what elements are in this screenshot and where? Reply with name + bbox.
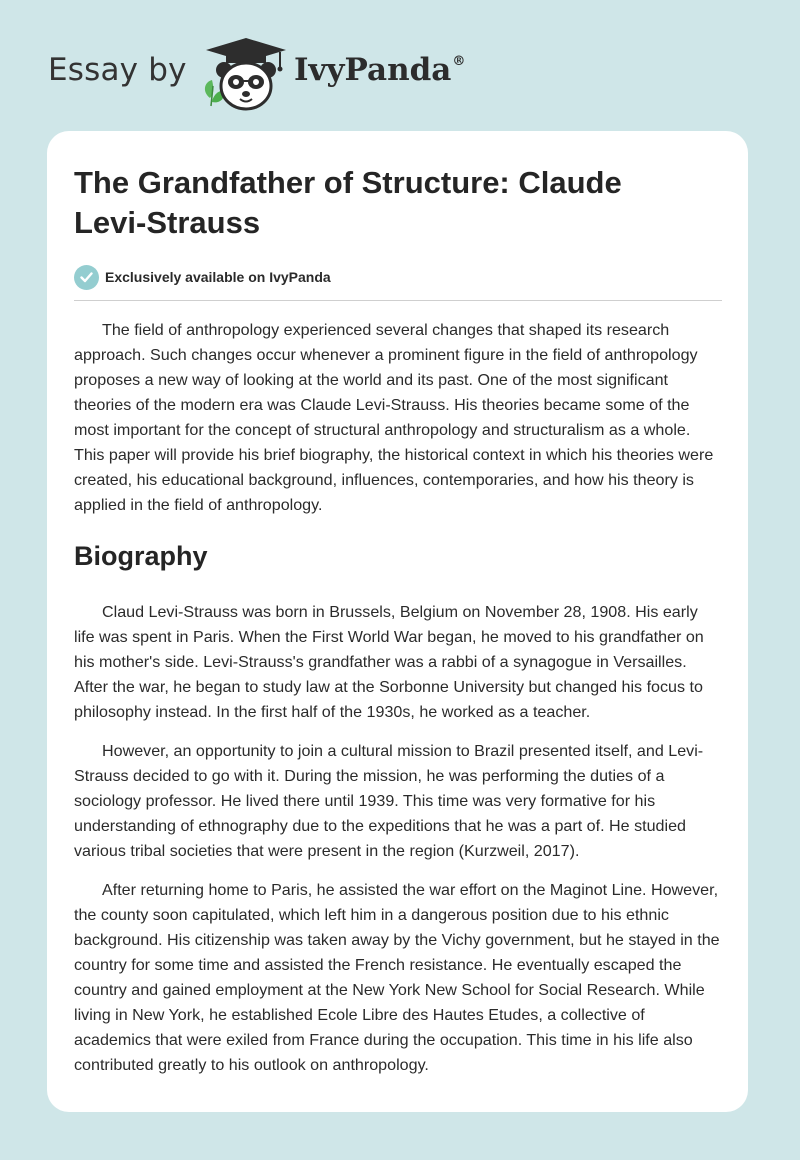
- divider: [74, 300, 722, 301]
- section-heading-biography: Biography: [74, 541, 208, 571]
- exclusive-badge: [74, 263, 722, 291]
- brand-logo[interactable]: [294, 52, 465, 88]
- intro-paragraph: The field of anthropology experienced several changes that shaped its research approach. Such changes occur whenever a prominent figure in the field of anthropology proposes a new way of looking at the world and its past. One of the most significant theories of the modern era was Claude Levi-Strauss. His theories became some of the most important for the concept of structural anthropology and structuralism as a whole. This paper will provide his brief biography, the historical context in which his theories were created, his educational background, influences, contemporaries, and how his theory is applied in the field of anthropology.: [74, 321, 714, 514]
- site-header: [48, 34, 768, 114]
- body-paragraph: Claud Levi-Strauss was born in Brussels, Belgium on November 28, 1908. His early life was spent in Paris. When the First World War began, he moved to his grandfather on his mother's side. Levi-Strauss's grandfather was a rabbi of a synagogue in Versailles. After the war, he began to study law at the Sorbonne University but changed his focus to philosophy instead. In the first half of the 1930s, he worked as a teacher.: [74, 603, 704, 721]
- brand-name: IvyPanda: [294, 52, 452, 88]
- exclusive-text: Exclusively available on IvyPanda: [105, 269, 331, 285]
- panda-graduate-icon[interactable]: [200, 36, 292, 112]
- essay-by-label: Essay by: [48, 52, 187, 88]
- check-icon: [74, 265, 99, 290]
- registered-mark: ®: [452, 54, 466, 69]
- essay-title: The Grandfather of Structure: Claude Levi-Strauss: [74, 165, 622, 240]
- body-paragraph: However, an opportunity to join a cultural mission to Brazil presented itself, and Levi-Strauss decided to go with it. During the mission, he was performing the duties of a sociology professor. He lived there until 1939. This time was very formative for his understanding of ethnography due to the expeditions that he was a part of. He studied various tribal societies that were present in the region (Kurzweil, 2017).: [74, 742, 704, 860]
- body-paragraph: After returning home to Paris, he assisted the war effort on the Maginot Line. However, the county soon capitulated, which left him in a dangerous position due to his ethnic background. His citizenship was taken away by the Vichy government, but he stayed in the country for some time and assisted the French resistance. He eventually escaped the country and gained employment at the New York New School for Social Research. While living in New York, he established Ecole Libre des Hautes Etudes, a collective of academics that were exiled from France during the occupation. This time in his life also contributed greatly to his outlook on anthropology.: [74, 881, 720, 1074]
- essay-card: [47, 131, 748, 1112]
